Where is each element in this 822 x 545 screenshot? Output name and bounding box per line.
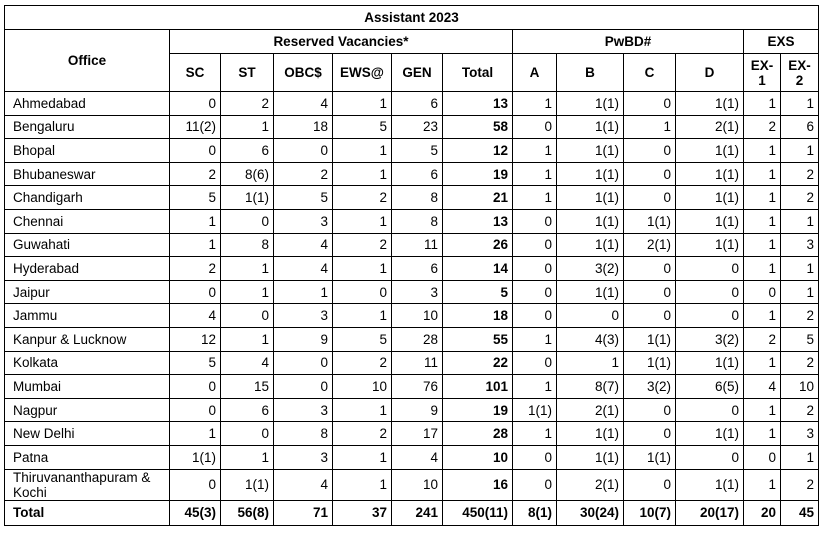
- office-cell: Kanpur & Lucknow: [5, 327, 170, 351]
- value-cell: 1(1): [676, 233, 744, 257]
- value-cell: 3: [274, 445, 333, 469]
- value-cell: 1: [781, 445, 819, 469]
- row-total-cell: 19: [443, 398, 513, 422]
- value-cell: 1(1): [676, 162, 744, 186]
- vacancy-table: [4, 5, 819, 526]
- value-cell: 2: [333, 186, 392, 210]
- table-row: [5, 351, 819, 375]
- value-cell: 1: [221, 280, 274, 304]
- value-cell: 2: [781, 351, 819, 375]
- value-cell: 4(3): [557, 327, 624, 351]
- value-cell: 1: [221, 257, 274, 281]
- value-cell: 11: [392, 233, 443, 257]
- table-row: [5, 422, 819, 446]
- value-cell: 10: [781, 375, 819, 399]
- row-total-cell: 13: [443, 209, 513, 233]
- value-cell: 5: [170, 186, 221, 210]
- office-cell: Bengaluru: [5, 115, 170, 139]
- table-row: [5, 139, 819, 163]
- value-cell: 0: [744, 280, 781, 304]
- value-cell: 2: [781, 186, 819, 210]
- value-cell: 1: [744, 92, 781, 116]
- row-total-cell: 13: [443, 92, 513, 116]
- office-cell: Ahmedabad: [5, 92, 170, 116]
- value-cell: 0: [624, 469, 676, 500]
- value-cell: 0: [624, 398, 676, 422]
- office-cell: Mumbai: [5, 375, 170, 399]
- total-value-cell: 10(7): [624, 500, 676, 525]
- value-cell: 28: [392, 327, 443, 351]
- value-cell: 0: [676, 257, 744, 281]
- value-cell: 1(1): [676, 422, 744, 446]
- value-cell: 76: [392, 375, 443, 399]
- value-cell: 0: [170, 398, 221, 422]
- value-cell: 1(1): [676, 351, 744, 375]
- value-cell: 1: [781, 280, 819, 304]
- value-cell: 11: [392, 351, 443, 375]
- value-cell: 1: [744, 257, 781, 281]
- total-value-cell: 30(24): [557, 500, 624, 525]
- row-total-cell: 26: [443, 233, 513, 257]
- table-row: [5, 233, 819, 257]
- value-cell: 3: [392, 280, 443, 304]
- value-cell: 1(1): [557, 280, 624, 304]
- office-cell: Jammu: [5, 304, 170, 328]
- column-header: B: [557, 54, 624, 92]
- row-total-cell: 10: [443, 445, 513, 469]
- value-cell: 0: [624, 162, 676, 186]
- value-cell: 2: [781, 162, 819, 186]
- value-cell: 1(1): [676, 209, 744, 233]
- value-cell: 0: [676, 304, 744, 328]
- office-cell: Jaipur: [5, 280, 170, 304]
- value-cell: 0: [513, 445, 557, 469]
- value-cell: 0: [221, 304, 274, 328]
- value-cell: 1: [513, 162, 557, 186]
- value-cell: 9: [274, 327, 333, 351]
- value-cell: 1(1): [557, 162, 624, 186]
- value-cell: 5: [170, 351, 221, 375]
- value-cell: 1: [781, 257, 819, 281]
- value-cell: 5: [274, 186, 333, 210]
- row-total-cell: 18: [443, 304, 513, 328]
- value-cell: 0: [333, 280, 392, 304]
- table-row: [5, 257, 819, 281]
- value-cell: 1: [170, 233, 221, 257]
- value-cell: 1(1): [676, 469, 744, 500]
- office-cell: Nagpur: [5, 398, 170, 422]
- row-total-cell: 21: [443, 186, 513, 210]
- value-cell: 11(2): [170, 115, 221, 139]
- value-cell: 0: [274, 139, 333, 163]
- office-cell: Bhopal: [5, 139, 170, 163]
- value-cell: 1(1): [557, 445, 624, 469]
- value-cell: 1: [744, 186, 781, 210]
- value-cell: 10: [392, 304, 443, 328]
- value-cell: 2: [744, 327, 781, 351]
- value-cell: 2: [781, 304, 819, 328]
- value-cell: 0: [513, 233, 557, 257]
- table-row: [5, 186, 819, 210]
- value-cell: 2: [744, 115, 781, 139]
- value-cell: 23: [392, 115, 443, 139]
- value-cell: 0: [624, 280, 676, 304]
- value-cell: 0: [676, 445, 744, 469]
- value-cell: 2: [333, 422, 392, 446]
- value-cell: 2(1): [624, 233, 676, 257]
- value-cell: 1: [513, 92, 557, 116]
- value-cell: 2(1): [557, 398, 624, 422]
- value-cell: 1: [624, 115, 676, 139]
- column-header: GEN: [392, 54, 443, 92]
- value-cell: 3: [781, 233, 819, 257]
- value-cell: 4: [392, 445, 443, 469]
- value-cell: 12: [170, 327, 221, 351]
- value-cell: 3: [274, 209, 333, 233]
- column-header: EX-1: [744, 54, 781, 92]
- row-total-cell: 101: [443, 375, 513, 399]
- value-cell: 1(1): [557, 209, 624, 233]
- table-row: [5, 162, 819, 186]
- value-cell: 1(1): [221, 186, 274, 210]
- value-cell: 1: [513, 422, 557, 446]
- column-header: A: [513, 54, 557, 92]
- column-header: SC: [170, 54, 221, 92]
- column-header: ST: [221, 54, 274, 92]
- value-cell: 2: [170, 162, 221, 186]
- table-row: [5, 115, 819, 139]
- value-cell: 5: [781, 327, 819, 351]
- total-value-cell: 37: [333, 500, 392, 525]
- table-row: [5, 209, 819, 233]
- value-cell: 0: [221, 209, 274, 233]
- value-cell: 1: [333, 257, 392, 281]
- row-total-cell: 22: [443, 351, 513, 375]
- value-cell: 0: [513, 209, 557, 233]
- office-cell: New Delhi: [5, 422, 170, 446]
- value-cell: 1: [333, 162, 392, 186]
- value-cell: 0: [513, 115, 557, 139]
- value-cell: 1: [744, 304, 781, 328]
- table-row: [5, 280, 819, 304]
- row-total-cell: 5: [443, 280, 513, 304]
- value-cell: 1(1): [676, 139, 744, 163]
- total-value-cell: 241: [392, 500, 443, 525]
- value-cell: 5: [333, 115, 392, 139]
- value-cell: 2: [274, 162, 333, 186]
- value-cell: 4: [274, 469, 333, 500]
- value-cell: 0: [624, 92, 676, 116]
- value-cell: 0: [513, 304, 557, 328]
- value-cell: 6: [392, 257, 443, 281]
- total-value-cell: 45(3): [170, 500, 221, 525]
- total-value-cell: 20: [744, 500, 781, 525]
- value-cell: 1: [557, 351, 624, 375]
- value-cell: 1: [333, 304, 392, 328]
- value-cell: 0: [676, 398, 744, 422]
- value-cell: 0: [624, 257, 676, 281]
- row-total-cell: 28: [443, 422, 513, 446]
- value-cell: 8: [392, 209, 443, 233]
- value-cell: 0: [624, 304, 676, 328]
- value-cell: 1: [744, 351, 781, 375]
- value-cell: 1(1): [557, 186, 624, 210]
- value-cell: 6: [221, 398, 274, 422]
- office-cell: Guwahati: [5, 233, 170, 257]
- column-header: EWS@: [333, 54, 392, 92]
- total-value-cell: 71: [274, 500, 333, 525]
- value-cell: 0: [513, 351, 557, 375]
- value-cell: 5: [333, 327, 392, 351]
- value-cell: 0: [170, 375, 221, 399]
- value-cell: 1(1): [557, 92, 624, 116]
- row-total-cell: 14: [443, 257, 513, 281]
- table-container: [4, 5, 819, 526]
- value-cell: 8: [274, 422, 333, 446]
- office-cell: Hyderabad: [5, 257, 170, 281]
- value-cell: 1(1): [221, 469, 274, 500]
- value-cell: 6: [781, 115, 819, 139]
- value-cell: 1: [781, 209, 819, 233]
- value-cell: 1(1): [557, 233, 624, 257]
- value-cell: 4: [221, 351, 274, 375]
- value-cell: 4: [744, 375, 781, 399]
- total-value-cell: 450(11): [443, 500, 513, 525]
- value-cell: 0: [170, 469, 221, 500]
- value-cell: 1: [274, 280, 333, 304]
- total-value-cell: 56(8): [221, 500, 274, 525]
- value-cell: 0: [221, 422, 274, 446]
- value-cell: 1(1): [557, 115, 624, 139]
- value-cell: 0: [744, 445, 781, 469]
- value-cell: 2(1): [557, 469, 624, 500]
- value-cell: 0: [170, 92, 221, 116]
- value-cell: 3: [781, 422, 819, 446]
- office-header: Office: [5, 30, 170, 92]
- value-cell: 6: [392, 92, 443, 116]
- value-cell: 8(7): [557, 375, 624, 399]
- office-cell: Chandigarh: [5, 186, 170, 210]
- value-cell: 1: [781, 92, 819, 116]
- column-header: OBC$: [274, 54, 333, 92]
- office-cell: Thiruvananthapuram & Kochi: [5, 469, 170, 500]
- value-cell: 0: [624, 186, 676, 210]
- value-cell: 1: [744, 209, 781, 233]
- value-cell: 2: [333, 233, 392, 257]
- value-cell: 0: [513, 257, 557, 281]
- value-cell: 2: [170, 257, 221, 281]
- value-cell: 0: [557, 304, 624, 328]
- table-row: [5, 304, 819, 328]
- totals-label: Total: [5, 500, 170, 525]
- value-cell: 1: [744, 398, 781, 422]
- value-cell: 1(1): [513, 398, 557, 422]
- value-cell: 1: [513, 375, 557, 399]
- value-cell: 1: [744, 162, 781, 186]
- value-cell: 1: [744, 139, 781, 163]
- office-cell: Kolkata: [5, 351, 170, 375]
- value-cell: 1(1): [624, 209, 676, 233]
- value-cell: 2: [333, 351, 392, 375]
- value-cell: 1: [333, 445, 392, 469]
- value-cell: 3: [274, 304, 333, 328]
- table-row: [5, 327, 819, 351]
- value-cell: 1: [744, 469, 781, 500]
- value-cell: 0: [513, 280, 557, 304]
- total-value-cell: 8(1): [513, 500, 557, 525]
- table-body: [5, 92, 819, 526]
- table-row: [5, 398, 819, 422]
- value-cell: 4: [274, 233, 333, 257]
- value-cell: 1(1): [170, 445, 221, 469]
- exs-header: EXS: [744, 30, 819, 54]
- value-cell: 1: [333, 139, 392, 163]
- value-cell: 10: [333, 375, 392, 399]
- row-total-cell: 16: [443, 469, 513, 500]
- row-total-cell: 19: [443, 162, 513, 186]
- pwbd-header: PwBD#: [513, 30, 744, 54]
- table-row: [5, 375, 819, 399]
- value-cell: 1(1): [676, 92, 744, 116]
- value-cell: 1: [333, 398, 392, 422]
- office-cell: Patna: [5, 445, 170, 469]
- value-cell: 1(1): [624, 351, 676, 375]
- value-cell: 1: [513, 327, 557, 351]
- value-cell: 1(1): [557, 139, 624, 163]
- value-cell: 1: [170, 209, 221, 233]
- value-cell: 1: [513, 139, 557, 163]
- value-cell: 3(2): [557, 257, 624, 281]
- reserved-vacancies-header: Reserved Vacancies*: [170, 30, 513, 54]
- value-cell: 1: [333, 469, 392, 500]
- value-cell: 2: [221, 92, 274, 116]
- value-cell: 0: [676, 280, 744, 304]
- table-title: Assistant 2023: [5, 6, 819, 30]
- value-cell: 17: [392, 422, 443, 446]
- totals-row: [5, 500, 819, 525]
- value-cell: 1: [744, 233, 781, 257]
- value-cell: 1: [333, 92, 392, 116]
- value-cell: 8(6): [221, 162, 274, 186]
- value-cell: 4: [274, 92, 333, 116]
- value-cell: 18: [274, 115, 333, 139]
- value-cell: 1(1): [624, 327, 676, 351]
- value-cell: 1: [333, 209, 392, 233]
- value-cell: 1: [221, 445, 274, 469]
- column-header: D: [676, 54, 744, 92]
- office-cell: Bhubaneswar: [5, 162, 170, 186]
- column-header: EX-2: [781, 54, 819, 92]
- value-cell: 2: [781, 398, 819, 422]
- value-cell: 1: [513, 186, 557, 210]
- office-cell: Chennai: [5, 209, 170, 233]
- value-cell: 1(1): [676, 186, 744, 210]
- row-total-cell: 12: [443, 139, 513, 163]
- value-cell: 1: [221, 115, 274, 139]
- value-cell: 8: [392, 186, 443, 210]
- total-value-cell: 20(17): [676, 500, 744, 525]
- value-cell: 0: [274, 351, 333, 375]
- value-cell: 2(1): [676, 115, 744, 139]
- table-row: [5, 469, 819, 500]
- value-cell: 3(2): [624, 375, 676, 399]
- total-value-cell: 45: [781, 500, 819, 525]
- value-cell: 1(1): [624, 445, 676, 469]
- value-cell: 4: [170, 304, 221, 328]
- row-total-cell: 55: [443, 327, 513, 351]
- value-cell: 4: [274, 257, 333, 281]
- value-cell: 1: [170, 422, 221, 446]
- value-cell: 0: [170, 139, 221, 163]
- value-cell: 8: [221, 233, 274, 257]
- value-cell: 2: [781, 469, 819, 500]
- value-cell: 10: [392, 469, 443, 500]
- value-cell: 1: [744, 422, 781, 446]
- value-cell: 0: [624, 139, 676, 163]
- value-cell: 1: [221, 327, 274, 351]
- table-row: [5, 92, 819, 116]
- value-cell: 9: [392, 398, 443, 422]
- value-cell: 3(2): [676, 327, 744, 351]
- value-cell: 3: [274, 398, 333, 422]
- value-cell: 1: [781, 139, 819, 163]
- value-cell: 15: [221, 375, 274, 399]
- value-cell: 5: [392, 139, 443, 163]
- value-cell: 0: [274, 375, 333, 399]
- row-total-cell: 58: [443, 115, 513, 139]
- value-cell: 1(1): [557, 422, 624, 446]
- value-cell: 6: [221, 139, 274, 163]
- table-row: [5, 445, 819, 469]
- value-cell: 0: [624, 422, 676, 446]
- value-cell: 0: [513, 469, 557, 500]
- value-cell: 0: [170, 280, 221, 304]
- column-header: C: [624, 54, 676, 92]
- value-cell: 6(5): [676, 375, 744, 399]
- value-cell: 6: [392, 162, 443, 186]
- column-header: Total: [443, 54, 513, 92]
